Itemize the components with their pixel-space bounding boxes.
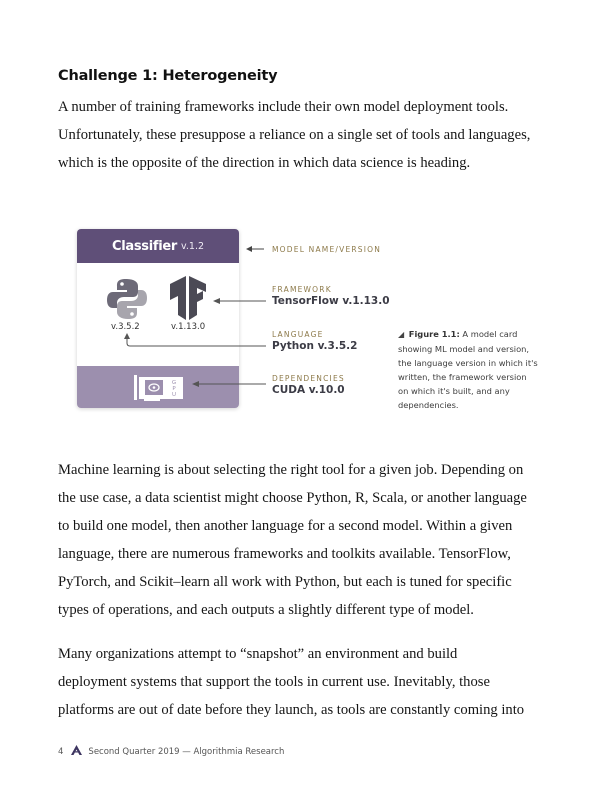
caption-label: Figure 1.1:	[408, 329, 460, 339]
text-line: language, there are numerous frameworks and toolkits available. TensorFlow,	[58, 546, 511, 562]
text-line: types of operations, and each outputs a slightly different type of model.	[58, 602, 474, 618]
framework-version: v.1.13.0	[171, 322, 206, 332]
caption-text: the language version in which it's	[398, 358, 538, 368]
model-name: Classifier	[111, 238, 178, 254]
annotation-framework-value: TensorFlow v.1.13.0	[272, 295, 390, 307]
model-version: v.1.2	[181, 240, 205, 252]
text-line: deployment systems that support the tools in current use. Inevitably, those	[58, 674, 490, 690]
algorithmia-logo-icon	[71, 745, 82, 758]
svg-text:U: U	[171, 392, 177, 398]
annotation-dependencies-label: DEPENDENCIES	[272, 374, 345, 383]
text-line: to build one model, then another language for a second model. Within a given	[58, 518, 513, 534]
page-number: 4	[58, 746, 64, 757]
caption-text: written, the framework version	[398, 372, 527, 382]
figure-caption	[398, 327, 558, 412]
annotation-language-label: LANGUAGE	[272, 330, 324, 339]
svg-text:P: P	[172, 386, 176, 392]
text-line: Unfortunately, these presuppose a reliance on a single set of tools and languages,	[58, 127, 531, 143]
language-version: v.3.5.2	[111, 322, 140, 332]
figure-corner-icon: ◢	[398, 330, 405, 339]
paragraph-snapshot	[58, 640, 558, 724]
text-line: which is the opposite of the direction in which data science is heading.	[58, 155, 471, 171]
annotation-language-value: Python v.3.5.2	[272, 340, 358, 352]
svg-text:G: G	[171, 380, 177, 386]
footer-text: Second Quarter 2019 — Algorithmia Research	[88, 746, 285, 757]
text-line: the use case, a data scientist might choose Python, R, Scala, or another language	[58, 490, 527, 506]
text-line: Machine learning is about selecting the right tool for a given job. Depending on	[58, 462, 524, 478]
caption-text: showing ML model and version,	[398, 344, 530, 354]
annotation-model-label: MODEL NAME/VERSION	[272, 245, 382, 254]
caption-text: A model card	[462, 329, 518, 339]
paragraph-ml-tools	[58, 456, 558, 624]
page-footer	[58, 745, 284, 758]
annotation-dependencies-value: CUDA v.10.0	[272, 384, 345, 396]
annotation-framework-label: FRAMEWORK	[272, 285, 332, 294]
text-line: Many organizations attempt to “snapshot” an environment and build	[58, 646, 458, 662]
caption-text: dependencies.	[398, 400, 459, 410]
text-line: PyTorch, and Scikit–learn all work with Python, but each is tuned for specific	[58, 574, 512, 590]
section-heading: Challenge 1: Heterogeneity	[58, 68, 278, 84]
text-line: platforms are out of date before they launch, as tools are constantly coming into	[58, 702, 525, 718]
caption-text: on which it's built, and any	[398, 386, 510, 396]
text-line: A number of training frameworks include their own model deployment tools.	[58, 99, 509, 115]
